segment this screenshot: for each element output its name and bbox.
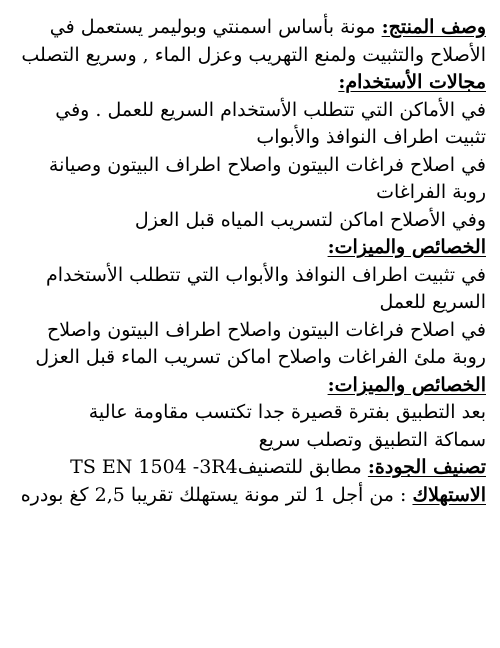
features-paragraph: في اصلاح فراغات البيتون واصلاح اطراف البيتون واصلاح روبة ملئ الفراغات واصلاح اماكن تسريب الماء قبل العزل — [35, 318, 486, 368]
usage-paragraph: في اصلاح فراغات البيتون واصلاح اطراف البيتون وصيانة روبة الفراغات — [48, 153, 486, 203]
usage-section — [16, 69, 486, 234]
features-heading: الخصائص والميزات: — [327, 236, 486, 258]
features-paragraph: في تثبيت اطراف النوافذ والأبواب التي تتطلب الأستخدام السريع للعمل — [46, 263, 486, 313]
usage-heading: مجالات الأستخدام: — [338, 71, 486, 93]
product-description-label: وصف المنتج: — [381, 16, 486, 38]
features-section-1 — [16, 234, 486, 372]
usage-paragraph: في الأماكن التي تتطلب الأستخدام السريع للعمل . وفي تثبيت اطراف النوافذ والأبواب — [55, 98, 486, 148]
features-paragraph: سماكة التطبيق وتصلب سريع — [258, 428, 486, 451]
consumption-text: : من أجل 1 لتر مونة يستهلك تقريبا 2,5 كغ بودره — [20, 483, 413, 506]
quality-classification — [16, 454, 486, 482]
consumption-label: الاستهلاك — [412, 483, 486, 506]
product-description-text: مونة بأساس اسمنتي وبوليمر يستعمل في الأصلاح والتثبيت ولمنع التهريب وعزل الماء , وسريع التصلب — [21, 16, 486, 66]
quality-text: مطابق للتصنيف — [237, 456, 368, 478]
quality-label: تصنيف الجودة: — [367, 456, 486, 478]
usage-paragraph: وفي الأصلاح اماكن لتسريب المياه قبل العزل — [134, 208, 486, 231]
features-paragraph: بعد التطبيق بفترة قصيرة جدا تكتسب مقاومة عالية — [88, 401, 486, 423]
features-section-2 — [16, 372, 486, 455]
consumption — [16, 482, 486, 510]
product-description — [16, 14, 486, 69]
quality-standard: TS EN 1504 -3R4 — [70, 456, 238, 478]
features-heading: الخصائص والميزات: — [327, 373, 486, 396]
